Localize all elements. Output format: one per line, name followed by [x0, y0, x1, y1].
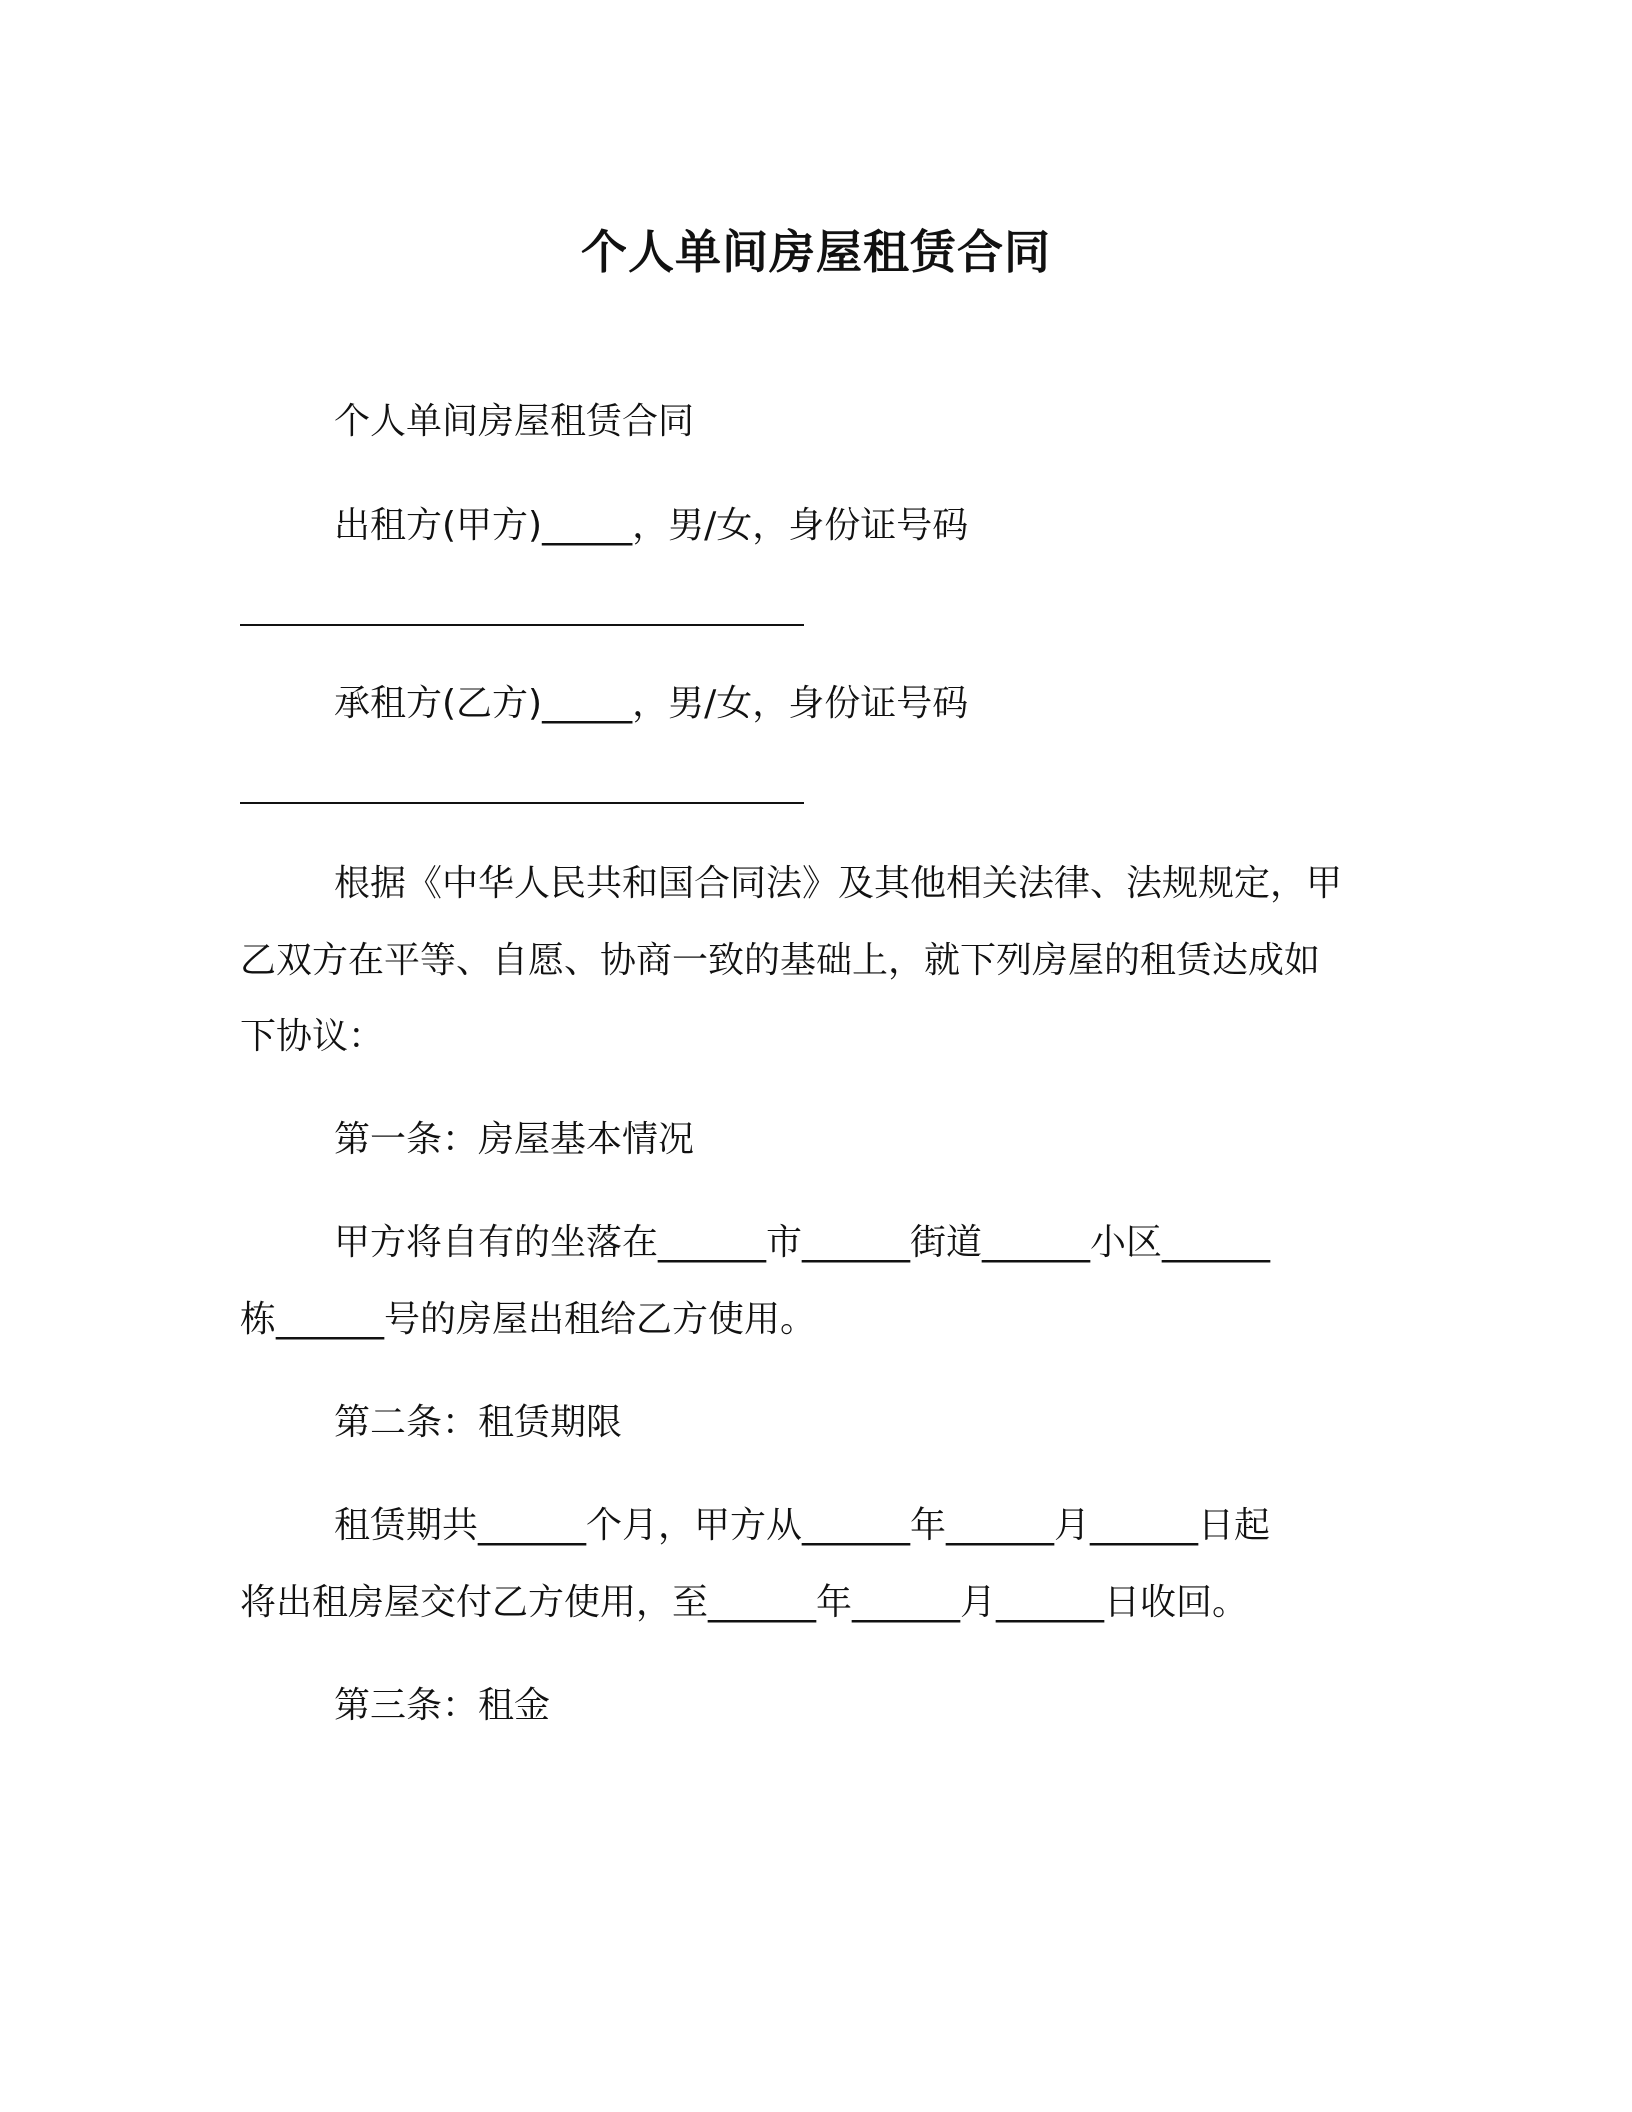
article-2-line-1: 租赁期共______个月，甲方从______年______月______日起 — [334, 1505, 1271, 1546]
preamble-line-2: 乙双方在平等、自愿、协商一致的基础上，就下列房屋的租赁达成如 — [240, 940, 1321, 981]
preamble-line-3: 下协议： — [240, 1016, 385, 1057]
document-title: 个人单间房屋租赁合同 — [581, 225, 1051, 279]
preamble-line-1: 根据《中华人民共和国合同法》及其他相关法律、法规规定，甲 — [334, 863, 1343, 904]
article-3-heading: 第三条：租金 — [334, 1685, 551, 1726]
article-2-line-2: 将出租房屋交付乙方使用，至______年______月______日收回。 — [240, 1582, 1249, 1623]
lessee-id-blank — [240, 802, 804, 804]
article-1-line-2: 栋______号的房屋出租给乙方使用。 — [240, 1299, 817, 1340]
lessee-line: 承租方(乙方)_____，男/女，身份证号码 — [334, 683, 969, 724]
lessor-line: 出租方(甲方)_____，男/女，身份证号码 — [334, 505, 969, 546]
article-2-heading: 第二条：租赁期限 — [334, 1402, 623, 1443]
article-1-heading: 第一条：房屋基本情况 — [334, 1119, 695, 1160]
article-1-line-1: 甲方将自有的坐落在______市______街道______小区______ — [334, 1222, 1271, 1263]
document-subtitle: 个人单间房屋租赁合同 — [334, 401, 695, 442]
lessor-id-blank — [240, 624, 804, 626]
